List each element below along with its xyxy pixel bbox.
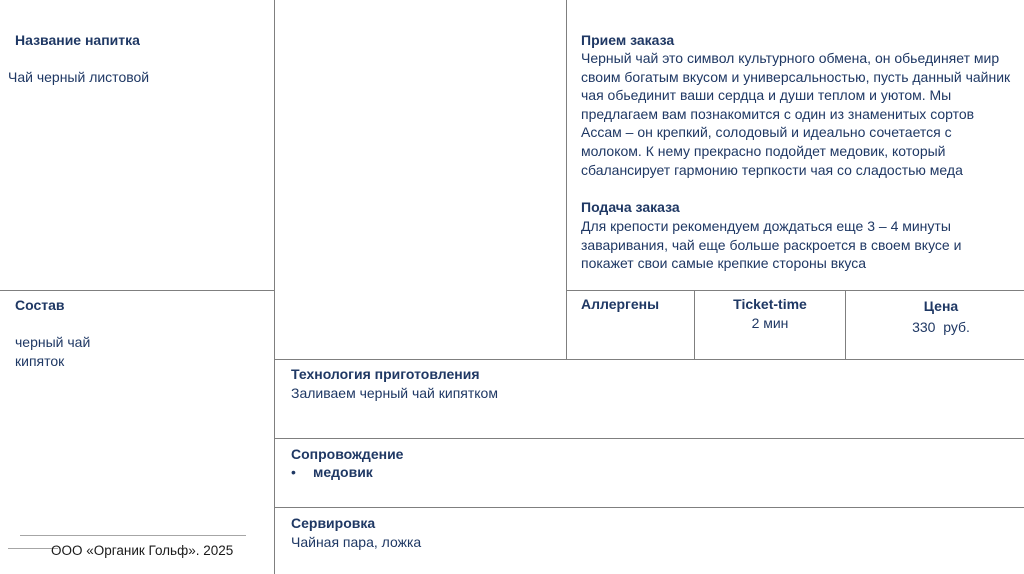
ticket-time-label: Ticket-time (733, 296, 807, 312)
table-setting-value: Чайная пара, ложка (291, 534, 422, 550)
accompaniment-bullet: • (291, 464, 296, 480)
divider-preparation-bottom (274, 438, 1024, 439)
order-serving-text: Для крепости рекомендуем дождаться еще 3 – 4 минуты заваривания, чай еще больше раскроется в своем вкусе и покажет свои самые крепкие стороны вкуса (581, 218, 962, 272)
ticket-time-value: 2 мин (751, 315, 789, 331)
table-setting-label: Сервировка (291, 515, 376, 531)
drink-name-value: Чай черный листовой (8, 69, 150, 85)
price-value: 330 руб. (912, 319, 970, 335)
price-label: Цена (923, 298, 959, 314)
divider-info-row-bottom (274, 359, 1024, 360)
preparation-value: Заливаем черный чай кипятком (291, 385, 498, 401)
order-reception-label: Прием заказа (581, 32, 675, 48)
divider-left-mid (0, 290, 275, 291)
preparation-label: Технология приготовления (291, 366, 480, 382)
accompaniment-label: Сопровождение (291, 446, 404, 462)
composition-label: Состав (15, 297, 65, 313)
order-serving-label: Подача заказа (581, 199, 680, 215)
composition-item: черный чай (15, 334, 91, 350)
divider-right-top (566, 290, 1024, 291)
accompaniment-item: медовик (313, 464, 373, 480)
footer-company: ООО «Органик Гольф». 2025 (51, 543, 234, 558)
allergens-label: Аллергены (581, 296, 660, 312)
composition-item: кипяток (15, 353, 65, 369)
order-reception-text: Черный чай это символ культурного обмена, он обьединяет мир своим богатым вкусом и универсальностью, пусть данный чайник чая обьединит ваши сердца и души теплом и уютом. Мы предлагаем вам познакомится с один из знаменитых сортов Ассам – он крепкий, солодовый и идеально сочетается с молоком. К нему прекрасно подойдет медовик, который сбалансирует гармонию терпкости чая со сладостью меда (581, 50, 1011, 178)
footer-rule-top (20, 535, 246, 536)
drink-name-label: Название напитка (15, 32, 140, 48)
divider-right-column (566, 0, 567, 360)
divider-left-column (274, 0, 275, 574)
divider-accompaniment-bottom (274, 507, 1024, 508)
